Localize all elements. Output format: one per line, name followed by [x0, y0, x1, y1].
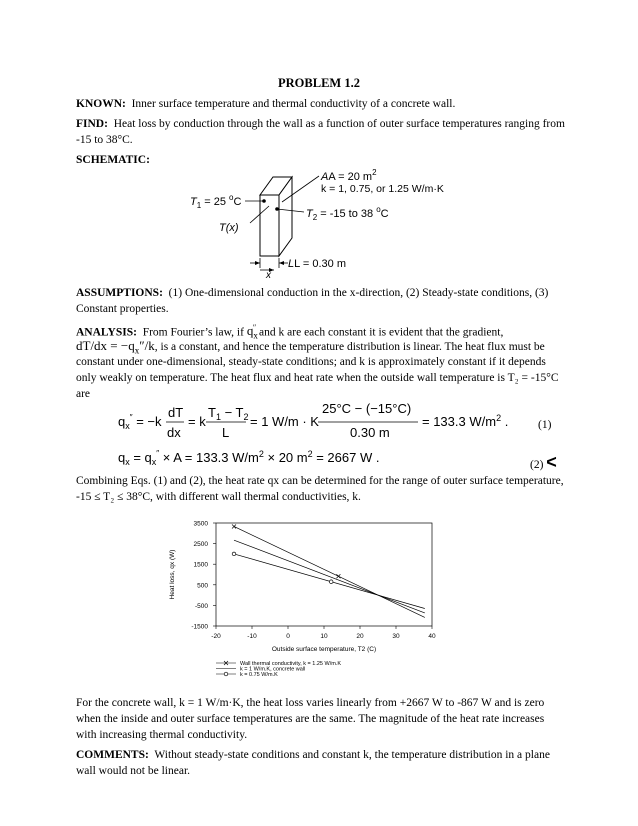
x-tick-label: 20	[356, 633, 364, 640]
heat-loss-chart	[160, 510, 460, 685]
svg-text:= k: = k	[188, 414, 206, 429]
series-marker-0	[232, 524, 236, 528]
tx-label: T(x)	[219, 222, 239, 234]
legend-marker-2	[224, 672, 228, 676]
t1-value: = 25	[201, 196, 230, 208]
area-label-rest: A = 20 m	[328, 171, 373, 183]
comments-section	[76, 747, 566, 779]
schematic-label: SCHEMATIC:	[76, 154, 150, 166]
legend-label-2: k = 0.75 W/m.K	[240, 672, 278, 678]
equation-2-num-text: (2)	[530, 459, 544, 471]
y-tick-label: 2500	[193, 541, 208, 549]
chart-lines	[232, 524, 425, 617]
x-tick-label: 30	[392, 633, 400, 640]
x-axis-label: x	[266, 270, 271, 281]
legend-label-0: Wall thermal conductivity, k = 1.25 W/m.K	[240, 661, 342, 667]
t2-label	[306, 205, 389, 222]
x-tick-label: -10	[247, 633, 257, 640]
legend-label-1: k = 1 W/m.K, concrete wall	[240, 666, 306, 673]
t1-symbol: T	[190, 196, 197, 208]
equation-2-svg	[118, 447, 478, 469]
result-mark: <	[546, 452, 557, 472]
y-axis-title: Heat loss, qx (W)	[169, 549, 176, 600]
assumptions-section	[76, 285, 566, 317]
series-marker-2	[232, 552, 236, 556]
t1-dot	[262, 199, 266, 203]
chart-legend	[216, 661, 341, 678]
svg-text:L: L	[222, 425, 230, 440]
svg-text:25°C − (−15°C): 25°C − (−15°C)	[322, 401, 412, 416]
equation-1-number: (1)	[538, 419, 552, 431]
chart-axes	[169, 521, 436, 654]
t1-label	[190, 193, 241, 210]
k-label: k = 1, 0.75, or 1.25 W/m·K	[321, 183, 444, 195]
t2-unit: C	[380, 208, 389, 220]
t2-dot	[275, 207, 279, 211]
area-label: AA = 20 $m^2$	[321, 168, 377, 183]
y-tick-label: 500	[197, 582, 208, 590]
l-label-rest: L = 0.30 m	[294, 258, 346, 270]
x-tick-label: 0	[286, 633, 290, 640]
equation-1	[118, 400, 518, 448]
t1-sub: 1	[196, 201, 202, 210]
svg-text:qx = qx″ × A = 133.3 W/m2 × 20: $q_x = q_x'' \times A = 133.3$ $W/m^2 \times 20$ $m^2 = 2667$ W .	[118, 449, 380, 467]
equation-1-svg	[118, 400, 518, 444]
series-line-0	[234, 526, 425, 617]
problem-title: PROBLEM 1.2	[278, 76, 360, 90]
t2-symbol: T	[306, 208, 313, 220]
l-arrowhead-right	[279, 261, 284, 265]
area-sup: 2	[372, 168, 377, 177]
series-marker-2	[329, 580, 333, 584]
svg-text:T1 − T2: $T_1 - T_2$	[208, 405, 249, 422]
assumptions-text: (1) One-dimensional conduction in the x-direction, (2) Steady-state conditions, (3) Constant properties.	[76, 287, 549, 315]
svg-text:= 133.3 W/m2 .: = 133.3 $W/m^2$ .	[422, 413, 509, 429]
svg-text:qx″ = −k: $q_x'' = -k$	[118, 413, 162, 431]
find-section	[76, 116, 566, 148]
t2-sub: 2	[312, 213, 318, 222]
y-tick-label: -500	[194, 602, 208, 610]
analysis-text-1a: From Fourier’s law, if	[142, 326, 244, 339]
flux-symbol: $q_x''$	[246, 323, 258, 341]
x-tick-label: -20	[211, 633, 221, 640]
t1-unit: C	[233, 196, 242, 208]
svg-text:dT: dT	[168, 405, 184, 420]
svg-text:0.30 m: 0.30 m	[350, 425, 390, 440]
analysis-text-1b: and k are each constant it is evident that the gradient,	[259, 326, 504, 339]
conclusion-paragraph: For the concrete wall, k = 1 W/m·K, the heat loss varies linearly from +2667 W to -867 W and is zero when the inside and outer surface temperatures are the same. The magnitude of the heat rate increases with increasing thermal conductivity.	[76, 697, 545, 741]
wall-front-face	[260, 195, 279, 256]
x-tick-label: 10	[320, 633, 328, 640]
schematic-diagram	[180, 160, 444, 281]
svg-text:= 1 W/m · K: = 1 W/m · K	[250, 414, 319, 429]
comments-label: COMMENTS:	[76, 749, 149, 761]
combining-paragraph: Combining Eqs. (1) and (2), the heat rate qx can be determined for the range of outer surface temperature, -15 ≤ T₂ ≤ 38°C, with different wall thermal conductivities, k.	[76, 475, 564, 503]
x-axis-title: Outside surface temperature, T2 (C)	[271, 646, 377, 653]
assumptions-label: ASSUMPTIONS:	[76, 287, 163, 299]
known-label: KNOWN:	[76, 98, 126, 110]
comments-text: Without steady-state conditions and constant k, the temperature distribution in a plane wall would not be linear.	[76, 749, 550, 777]
svg-text:dx: dx	[167, 425, 181, 440]
t2-value: = -15 to 38	[317, 208, 377, 220]
analysis-text-3: constant under one-dimensional, steady-state conditions; and k is approximately constant if it depends only weakly on temperature. The heat flux and heat rate when the outside wall temperature is T₂ = -15°C are	[76, 356, 559, 400]
analysis-text-2: , is a constant, and hence the temperature distribution is linear. The heat flux must be	[154, 341, 545, 353]
analysis-line3	[76, 354, 566, 402]
x-tick-label: 40	[428, 633, 436, 640]
find-text: Heat loss by conduction through the wall as a function of outer surface temperatures ranging from -15 to 38°C.	[76, 118, 565, 146]
t1-deg: o	[229, 193, 234, 202]
known-section	[76, 96, 566, 112]
find-label: FIND:	[76, 118, 108, 130]
l-label: LL = 0.30 m	[288, 258, 346, 270]
known-text: Inner surface temperature and thermal conductivity of a concrete wall.	[131, 98, 456, 110]
y-tick-label: -1500	[191, 623, 208, 631]
equation-2-number	[530, 452, 557, 473]
analysis-label: ANALYSIS:	[76, 326, 137, 339]
t2-deg: o	[376, 205, 381, 214]
y-tick-label: 3500	[193, 520, 208, 528]
series-line-1	[234, 540, 425, 613]
equation-2	[118, 447, 478, 473]
l-arrowhead-left	[255, 261, 260, 265]
series-marker-0	[336, 574, 340, 578]
y-tick-label: 1500	[193, 561, 208, 569]
gradient-expression: $dT/dx = -q_x''/k$	[76, 338, 155, 356]
